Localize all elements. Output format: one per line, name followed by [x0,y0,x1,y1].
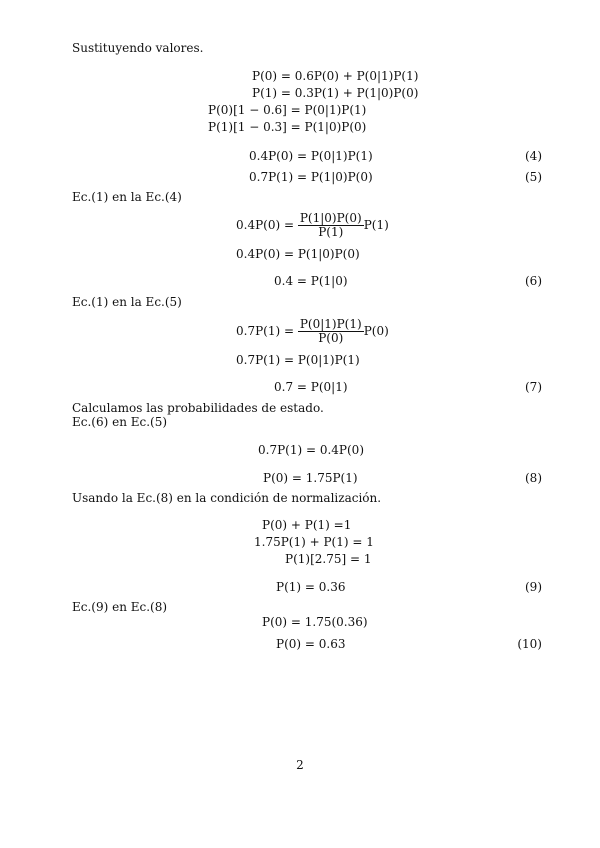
equation-number: (8) [525,471,542,485]
section-text: Ec.(6) en Ec.(5) [72,415,168,429]
equation-rhs: P(0) [363,324,389,338]
equation-number: (4) [525,149,542,163]
equation-rhs: P(1) [363,218,389,232]
equation-number: (6) [525,274,542,288]
equation-line: P(0) = 0.6P(0) + P(0|1)P(1) [252,69,419,83]
fraction [298,318,364,345]
section-text: Calculamos las probabilidades de estado. [72,401,324,415]
equation-line: P(0) + P(1) =1 [262,518,352,532]
equation-number: (7) [525,380,542,394]
equation-6: 0.4 = P(1|0) [274,274,348,288]
equation-line: P(0)[1 − 0.6] = P(0|1)P(1) [208,103,367,117]
equation-7: 0.7 = P(0|1) [274,380,348,394]
equation-lhs: 0.7P(1) = [236,324,295,338]
fraction-numerator: P(1|0)P(0) [299,211,362,225]
equation-10: P(0) = 0.63 [276,637,346,651]
equation-line: 0.7P(1) = 0.4P(0) [258,443,364,457]
section-text: Ec.(1) en la Ec.(4) [72,190,182,204]
page-number: 2 [296,758,304,772]
equation-line: P(1) = 0.3P(1) + P(1|0)P(0) [252,86,419,100]
section-text: Ec.(9) en Ec.(8) [72,600,168,614]
fraction-denominator: P(0) [318,331,344,345]
equation-line: P(1)[1 − 0.3] = P(1|0)P(0) [208,120,367,134]
equation-line: P(1)[2.75] = 1 [285,552,372,566]
intro-text: Sustituyendo valores. [72,41,204,55]
equation-4: 0.4P(0) = P(0|1)P(1) [249,149,373,163]
equation-number: (10) [517,637,542,651]
equation-line: 1.75P(1) + P(1) = 1 [254,535,374,549]
equation-line: 0.4P(0) = P(1|0)P(0) [236,247,360,261]
equation-line: P(0) = 1.75(0.36) [262,615,368,629]
equation-8: P(0) = 1.75P(1) [263,471,358,485]
equation-line: 0.7P(1) = P(0|1)P(1) [236,353,360,367]
section-text: Usando la Ec.(8) en la condición de normalización. [72,491,382,505]
equation-9: P(1) = 0.36 [276,580,346,594]
equation-5: 0.7P(1) = P(1|0)P(0) [249,170,373,184]
fraction-denominator: P(1) [318,225,344,239]
fraction-equation [236,318,389,345]
fraction [298,212,364,239]
equation-lhs: 0.4P(0) = [236,218,295,232]
equation-number: (5) [525,170,542,184]
equation-number: (9) [525,580,542,594]
fraction-numerator: P(0|1)P(1) [299,317,362,331]
section-text: Ec.(1) en la Ec.(5) [72,295,182,309]
fraction-equation [236,212,389,239]
